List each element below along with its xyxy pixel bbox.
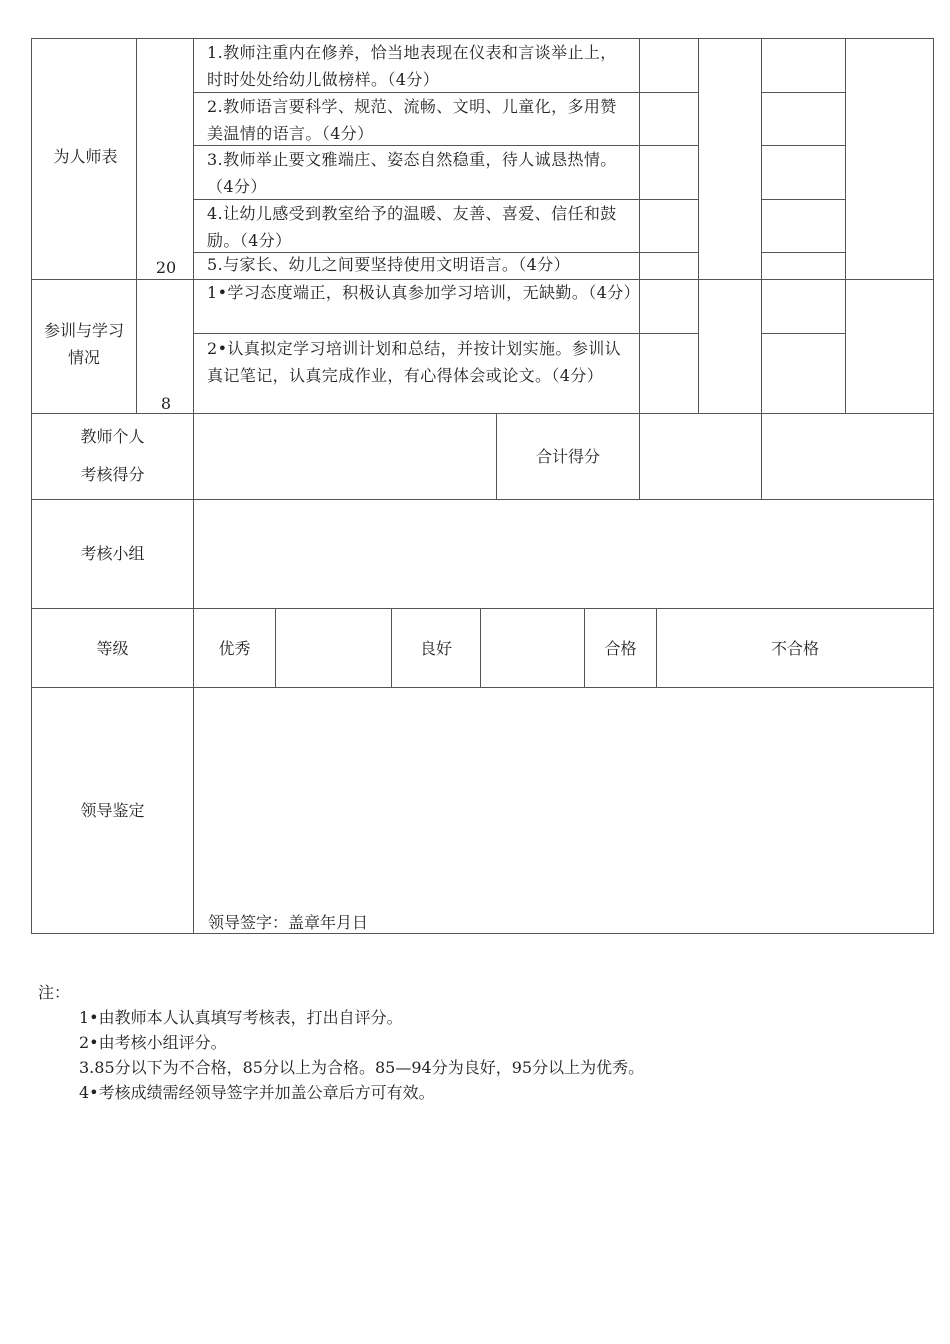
review-group-field[interactable]	[194, 500, 933, 608]
grade-label: 等级	[96, 638, 129, 658]
personal-score-label-line: 教师个人	[80, 427, 145, 446]
row-divider	[761, 145, 846, 146]
category-label-line: 参训与学习	[43, 321, 124, 340]
criteria-item: 4.让幼儿感受到教室给予的温暖、友善、喜爱、信任和鼓励。（4分）	[207, 204, 617, 250]
remark-divider-2	[845, 38, 846, 414]
total-group-score-field[interactable]	[762, 414, 933, 499]
leader-assessment-label: 领导鉴定	[80, 801, 145, 820]
notes-title: 注：	[38, 983, 71, 1002]
group-score-divider	[698, 38, 699, 414]
criteria-item: 2•认真拟定学习培训计划和总结，并按计划实施。参训认真记笔记，认真完成作业，有心得体会或论文。（4分）	[207, 339, 622, 385]
notes-section	[38, 980, 644, 1105]
category-score: 8	[160, 394, 172, 413]
review-group-label: 考核小组	[80, 544, 145, 563]
personal-score-label-line: 考核得分	[80, 465, 145, 484]
category-score: 20	[155, 258, 177, 277]
grade-excellent-field[interactable]	[276, 609, 391, 687]
category-label	[31, 279, 137, 413]
row-divider	[761, 92, 846, 93]
grade-pass-label: 合格	[604, 638, 637, 658]
grade-fail-label: 不合格	[770, 638, 819, 658]
personal-score-label	[31, 413, 194, 499]
criteria-item: 2.教师语言要科学、规范、流畅、文明、儿童化，多用赞美温情的语言。（4分）	[207, 97, 617, 143]
note-item: 2•由考核小组评分。	[79, 1033, 227, 1052]
note-item: 4•考核成绩需经领导签字并加盖公章后方可有效。	[79, 1083, 435, 1102]
table-border-right	[933, 38, 934, 934]
total-score-label: 合计得分	[535, 446, 600, 466]
row-divider	[761, 199, 846, 200]
grade-good-field[interactable]	[481, 609, 584, 687]
grade-good-label: 良好	[419, 638, 452, 658]
grade-excellent-label: 优秀	[218, 638, 251, 658]
note-item: 3.85分以下为不合格，85分以上为合格。85—94分为良好，95分以上为优秀。	[79, 1058, 645, 1077]
row-divider	[761, 333, 846, 334]
category-label: 为人师表	[53, 147, 118, 166]
criteria-item: 1.教师注重内在修养，恰当地表现在仪表和言谈举止上，时时处处给幼儿做榜样。（4分）	[207, 43, 617, 89]
note-item: 1•由教师本人认真填写考核表，打出自评分。	[79, 1008, 403, 1027]
leader-signature-line: 领导签字：盖章年月日	[208, 913, 369, 932]
total-self-score-field[interactable]	[640, 414, 761, 499]
leader-assessment-field[interactable]	[194, 688, 933, 933]
criteria-item: 1•学习态度端正，积极认真参加学习培训，无缺勤。（4分）	[207, 283, 640, 302]
personal-score-field[interactable]	[194, 414, 496, 499]
criteria-item: 3.教师举止要文雅端庄、姿态自然稳重，待人诚恳热情。（4分）	[207, 150, 617, 196]
criteria-item: 5.与家长、幼儿之间要坚持使用文明语言。（4分）	[207, 255, 571, 274]
category-label-line: 情况	[67, 348, 100, 367]
row-divider	[761, 252, 846, 253]
